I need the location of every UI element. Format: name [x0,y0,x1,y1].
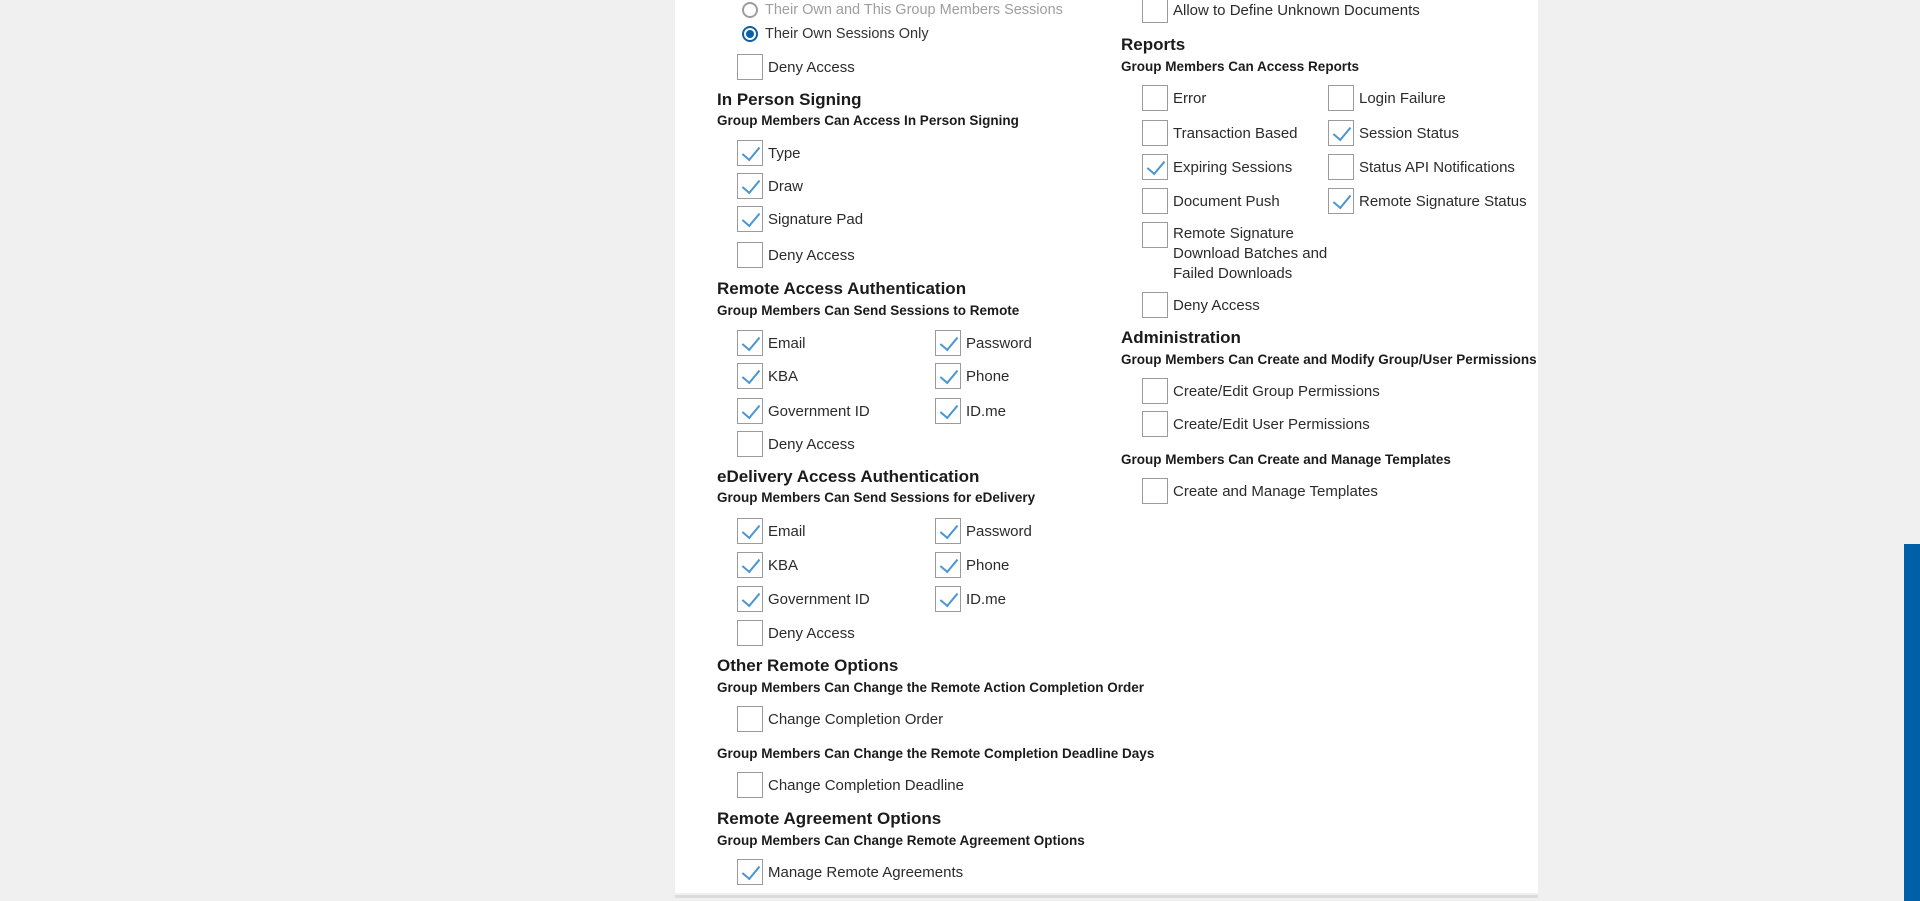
row-draw [737,173,803,199]
row-document-push [1142,188,1280,214]
row-create-edit-user-permissions [1142,411,1370,437]
subheading-access-in-person-signing: Group Members Can Access In Person Signing [717,113,1019,128]
remote-signature-download-batches-label: Remote Signature Download Batches and Failed Downloads [1173,225,1328,282]
expiring-sessions-checkbox[interactable] [1142,154,1168,180]
remote-signature-status-checkbox[interactable] [1328,188,1354,214]
row-status-api-notifications [1328,154,1515,180]
edelivery-government-id-label: Government ID [768,590,870,608]
row-edelivery-idme [935,586,1006,612]
remote-deny-access-label: Deny Access [768,435,855,453]
subheading-change-remote-action-completion-order: Group Members Can Change the Remote Action Completion Order [717,680,1145,695]
remote-password-checkbox[interactable] [935,330,961,356]
row-remote-signature-download-batches [1142,222,1333,284]
row-type [737,140,801,166]
draw-label: Draw [768,177,804,195]
subheading-change-remote-agreement-options: Group Members Can Change Remote Agreement Options [717,833,1085,848]
edelivery-email-checkbox[interactable] [737,518,763,544]
row-manage-remote-agreements [737,859,963,885]
row-create-and-manage-templates [1142,478,1378,504]
change-completion-order-label: Change Completion Order [768,710,944,728]
remote-government-id-checkbox[interactable] [737,398,763,424]
change-completion-deadline-label: Change Completion Deadline [768,776,964,794]
error-checkbox[interactable] [1142,85,1168,111]
row-signature-pad [737,206,863,232]
type-label: Type [768,144,801,162]
remote-password-label: Password [966,334,1032,352]
login-failure-label: Login Failure [1359,89,1446,107]
edelivery-kba-checkbox[interactable] [737,552,763,578]
radio-their-own-and-group-label: Their Own and This Group Members Sessions [765,2,1063,18]
remote-phone-checkbox[interactable] [935,363,961,389]
transaction-based-checkbox[interactable] [1142,120,1168,146]
row-remote-kba [737,363,798,389]
edelivery-idme-checkbox[interactable] [935,586,961,612]
signature-pad-checkbox[interactable] [737,206,763,232]
manage-remote-agreements-checkbox[interactable] [737,859,763,885]
create-edit-user-permissions-label: Create/Edit User Permissions [1173,415,1370,433]
row-remote-signature-status [1328,188,1527,214]
radio-their-own-only-label: Their Own Sessions Only [765,26,929,42]
subheading-send-sessions-to-remote: Group Members Can Send Sessions to Remote [717,303,1020,318]
subheading-access-reports: Group Members Can Access Reports [1121,59,1360,74]
status-api-notifications-checkbox[interactable] [1328,154,1354,180]
radio-row-their-own-only [742,26,929,42]
edelivery-kba-label: KBA [768,556,799,574]
section-title-administration: Administration [1121,328,1241,347]
row-remote-email [737,330,806,356]
row-edelivery-password [935,518,1032,544]
section-title-other-remote-options: Other Remote Options [717,656,899,675]
remote-idme-checkbox[interactable] [935,398,961,424]
row-expiring-sessions [1142,154,1292,180]
reports-deny-access-label: Deny Access [1173,296,1260,314]
login-failure-checkbox[interactable] [1328,85,1354,111]
signature-pad-label: Signature Pad [768,210,864,228]
type-checkbox[interactable] [737,140,763,166]
section-title-remote-access-authentication: Remote Access Authentication [717,279,967,298]
remote-email-checkbox[interactable] [737,330,763,356]
transaction-based-label: Transaction Based [1173,124,1298,142]
subheading-send-sessions-for-edelivery: Group Members Can Send Sessions for eDelivery [717,490,1036,505]
remote-signature-download-batches-checkbox[interactable] [1142,222,1168,248]
row-error [1142,85,1206,111]
remote-deny-access-checkbox[interactable] [737,431,763,457]
document-push-checkbox[interactable] [1142,188,1168,214]
permissions-panel [675,0,1538,893]
radio-their-own-sessions-only[interactable] [742,26,758,42]
row-remote-password [935,330,1032,356]
change-completion-deadline-checkbox[interactable] [737,772,763,798]
row-sessions-deny-access [737,54,855,80]
in-person-deny-access-label: Deny Access [768,246,855,264]
create-edit-group-permissions-checkbox[interactable] [1142,378,1168,404]
row-edelivery-email [737,518,806,544]
edelivery-deny-access-label: Deny Access [768,624,855,642]
scrollbar-thumb[interactable] [1904,544,1920,901]
manage-remote-agreements-label: Manage Remote Agreements [768,863,964,881]
remote-idme-label: ID.me [966,402,1007,420]
sessions-deny-access-checkbox[interactable] [737,54,763,80]
remote-kba-label: KBA [768,367,799,385]
session-status-label: Session Status [1359,124,1460,142]
row-edelivery-deny-access [737,620,855,646]
document-push-label: Document Push [1173,192,1280,210]
row-change-completion-order [737,706,943,732]
row-remote-phone [935,363,1009,389]
change-completion-order-checkbox[interactable] [737,706,763,732]
radio-row-their-own-and-group [742,2,1063,18]
remote-phone-label: Phone [966,367,1010,385]
allow-define-unknown-documents-checkbox[interactable] [1142,0,1168,23]
create-edit-user-permissions-checkbox[interactable] [1142,411,1168,437]
subheading-create-and-manage-templates: Group Members Can Create and Manage Templates [1121,452,1451,467]
bottom-divider [675,895,1538,898]
subheading-create-modify-group-user-permissions: Group Members Can Create and Modify Group/User Permissions [1121,352,1537,367]
in-person-deny-access-checkbox[interactable] [737,242,763,268]
session-status-checkbox[interactable] [1328,120,1354,146]
section-title-reports: Reports [1121,35,1186,54]
edelivery-deny-access-checkbox[interactable] [737,620,763,646]
row-allow-define-unknown-documents [1142,0,1420,23]
edelivery-password-checkbox[interactable] [935,518,961,544]
row-edelivery-phone [935,552,1009,578]
row-login-failure [1328,85,1446,111]
remote-kba-checkbox[interactable] [737,363,763,389]
row-create-edit-group-permissions [1142,378,1380,404]
row-session-status [1328,120,1459,146]
section-title-remote-agreement-options: Remote Agreement Options [717,809,942,828]
row-edelivery-kba [737,552,798,578]
sessions-deny-access-label: Deny Access [768,58,855,76]
row-transaction-based [1142,120,1298,146]
create-edit-group-permissions-label: Create/Edit Group Permissions [1173,382,1380,400]
error-label: Error [1173,89,1207,107]
draw-checkbox[interactable] [737,173,763,199]
create-and-manage-templates-label: Create and Manage Templates [1173,482,1378,500]
edelivery-phone-label: Phone [966,556,1010,574]
edelivery-phone-checkbox[interactable] [935,552,961,578]
row-reports-deny-access [1142,292,1260,318]
subheading-change-remote-completion-deadline-days: Group Members Can Change the Remote Completion Deadline Days [717,746,1155,761]
remote-government-id-label: Government ID [768,402,870,420]
edelivery-government-id-checkbox[interactable] [737,586,763,612]
radio-their-own-and-group-sessions[interactable] [742,2,758,18]
row-change-completion-deadline [737,772,964,798]
create-and-manage-templates-checkbox[interactable] [1142,478,1168,504]
allow-define-unknown-documents-label: Allow to Define Unknown Documents [1173,1,1420,19]
row-in-person-deny-access [737,242,855,268]
row-remote-idme [935,398,1006,424]
edelivery-password-label: Password [966,522,1032,540]
edelivery-email-label: Email [768,522,806,540]
remote-email-label: Email [768,334,806,352]
row-remote-deny-access [737,431,855,457]
expiring-sessions-label: Expiring Sessions [1173,158,1293,176]
reports-deny-access-checkbox[interactable] [1142,292,1168,318]
row-remote-government-id [737,398,870,424]
section-title-edelivery-access-authentication: eDelivery Access Authentication [717,467,980,486]
remote-signature-status-label: Remote Signature Status [1359,192,1527,210]
status-api-notifications-label: Status API Notifications [1359,158,1515,176]
section-title-in-person-signing: In Person Signing [717,90,862,109]
row-edelivery-government-id [737,586,870,612]
edelivery-idme-label: ID.me [966,590,1007,608]
